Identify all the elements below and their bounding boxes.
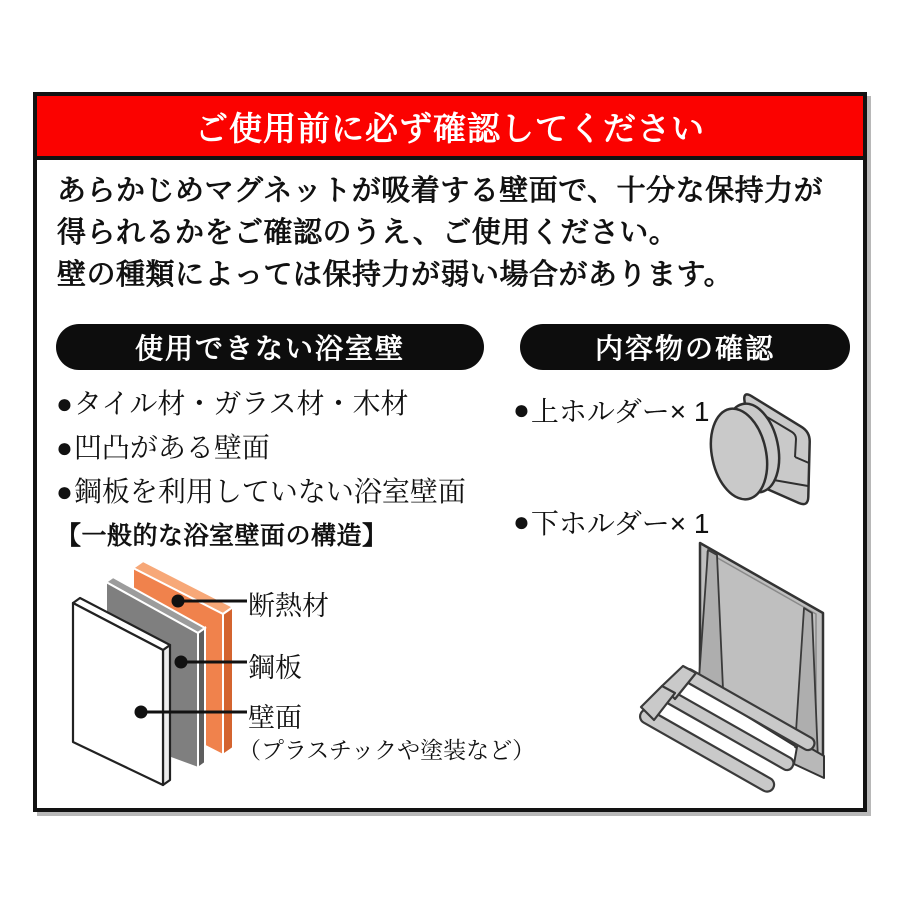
label-wall-surface: 壁面: [248, 703, 302, 733]
bullet-icon: ●: [513, 394, 530, 425]
wall-structure-diagram: [57, 548, 247, 800]
list-item: [56, 382, 466, 426]
list-item: [513, 390, 710, 430]
list-item-label: タイル材・ガラス材・木材: [73, 388, 409, 419]
warning-frame: [33, 92, 867, 812]
lower-holder-label: 下ホルダー× 1: [530, 508, 710, 539]
lower-holder-illustration: [628, 536, 838, 796]
list-item-label: 凹凸がある壁面: [73, 432, 270, 463]
label-insulation: 断熱材: [248, 591, 329, 621]
intro-text: [57, 170, 823, 296]
upper-holder-illustration: [690, 378, 830, 518]
intro-line: 壁の種類によっては保持力が弱い場合があります。: [57, 259, 734, 291]
label-steel-plate: 鋼板: [248, 653, 302, 683]
intro-line: あらかじめマグネットが吸着する壁面で、十分な保持力が: [57, 175, 824, 207]
intro-line: 得られるかをご確認のうえ、ご使用ください。: [57, 217, 679, 249]
wall-structure-caption: 【一般的な浴室壁面の構造】: [56, 522, 388, 550]
upper-holder-label: 上ホルダー× 1: [530, 396, 710, 427]
unusable-walls-header: [56, 324, 484, 370]
contents-header: [520, 324, 850, 370]
warning-banner: [37, 96, 863, 160]
unusable-walls-header-label: 使用できない浴室壁: [134, 333, 405, 364]
unusable-walls-list: [56, 382, 466, 514]
label-wall-surface-note: （プラスチックや塗装など）: [238, 737, 536, 763]
list-item: [56, 470, 466, 514]
bullet-icon: ●: [513, 506, 530, 537]
list-item-label: 鋼板を利用していない浴室壁面: [73, 476, 466, 507]
bullet-icon: ●: [56, 388, 73, 419]
banner-title: ご使用前に必ず確認してください: [195, 109, 705, 147]
bullet-icon: ●: [56, 476, 73, 507]
bullet-icon: ●: [56, 432, 73, 463]
list-item: [56, 426, 466, 470]
contents-header-label: 内容物の確認: [594, 333, 775, 364]
